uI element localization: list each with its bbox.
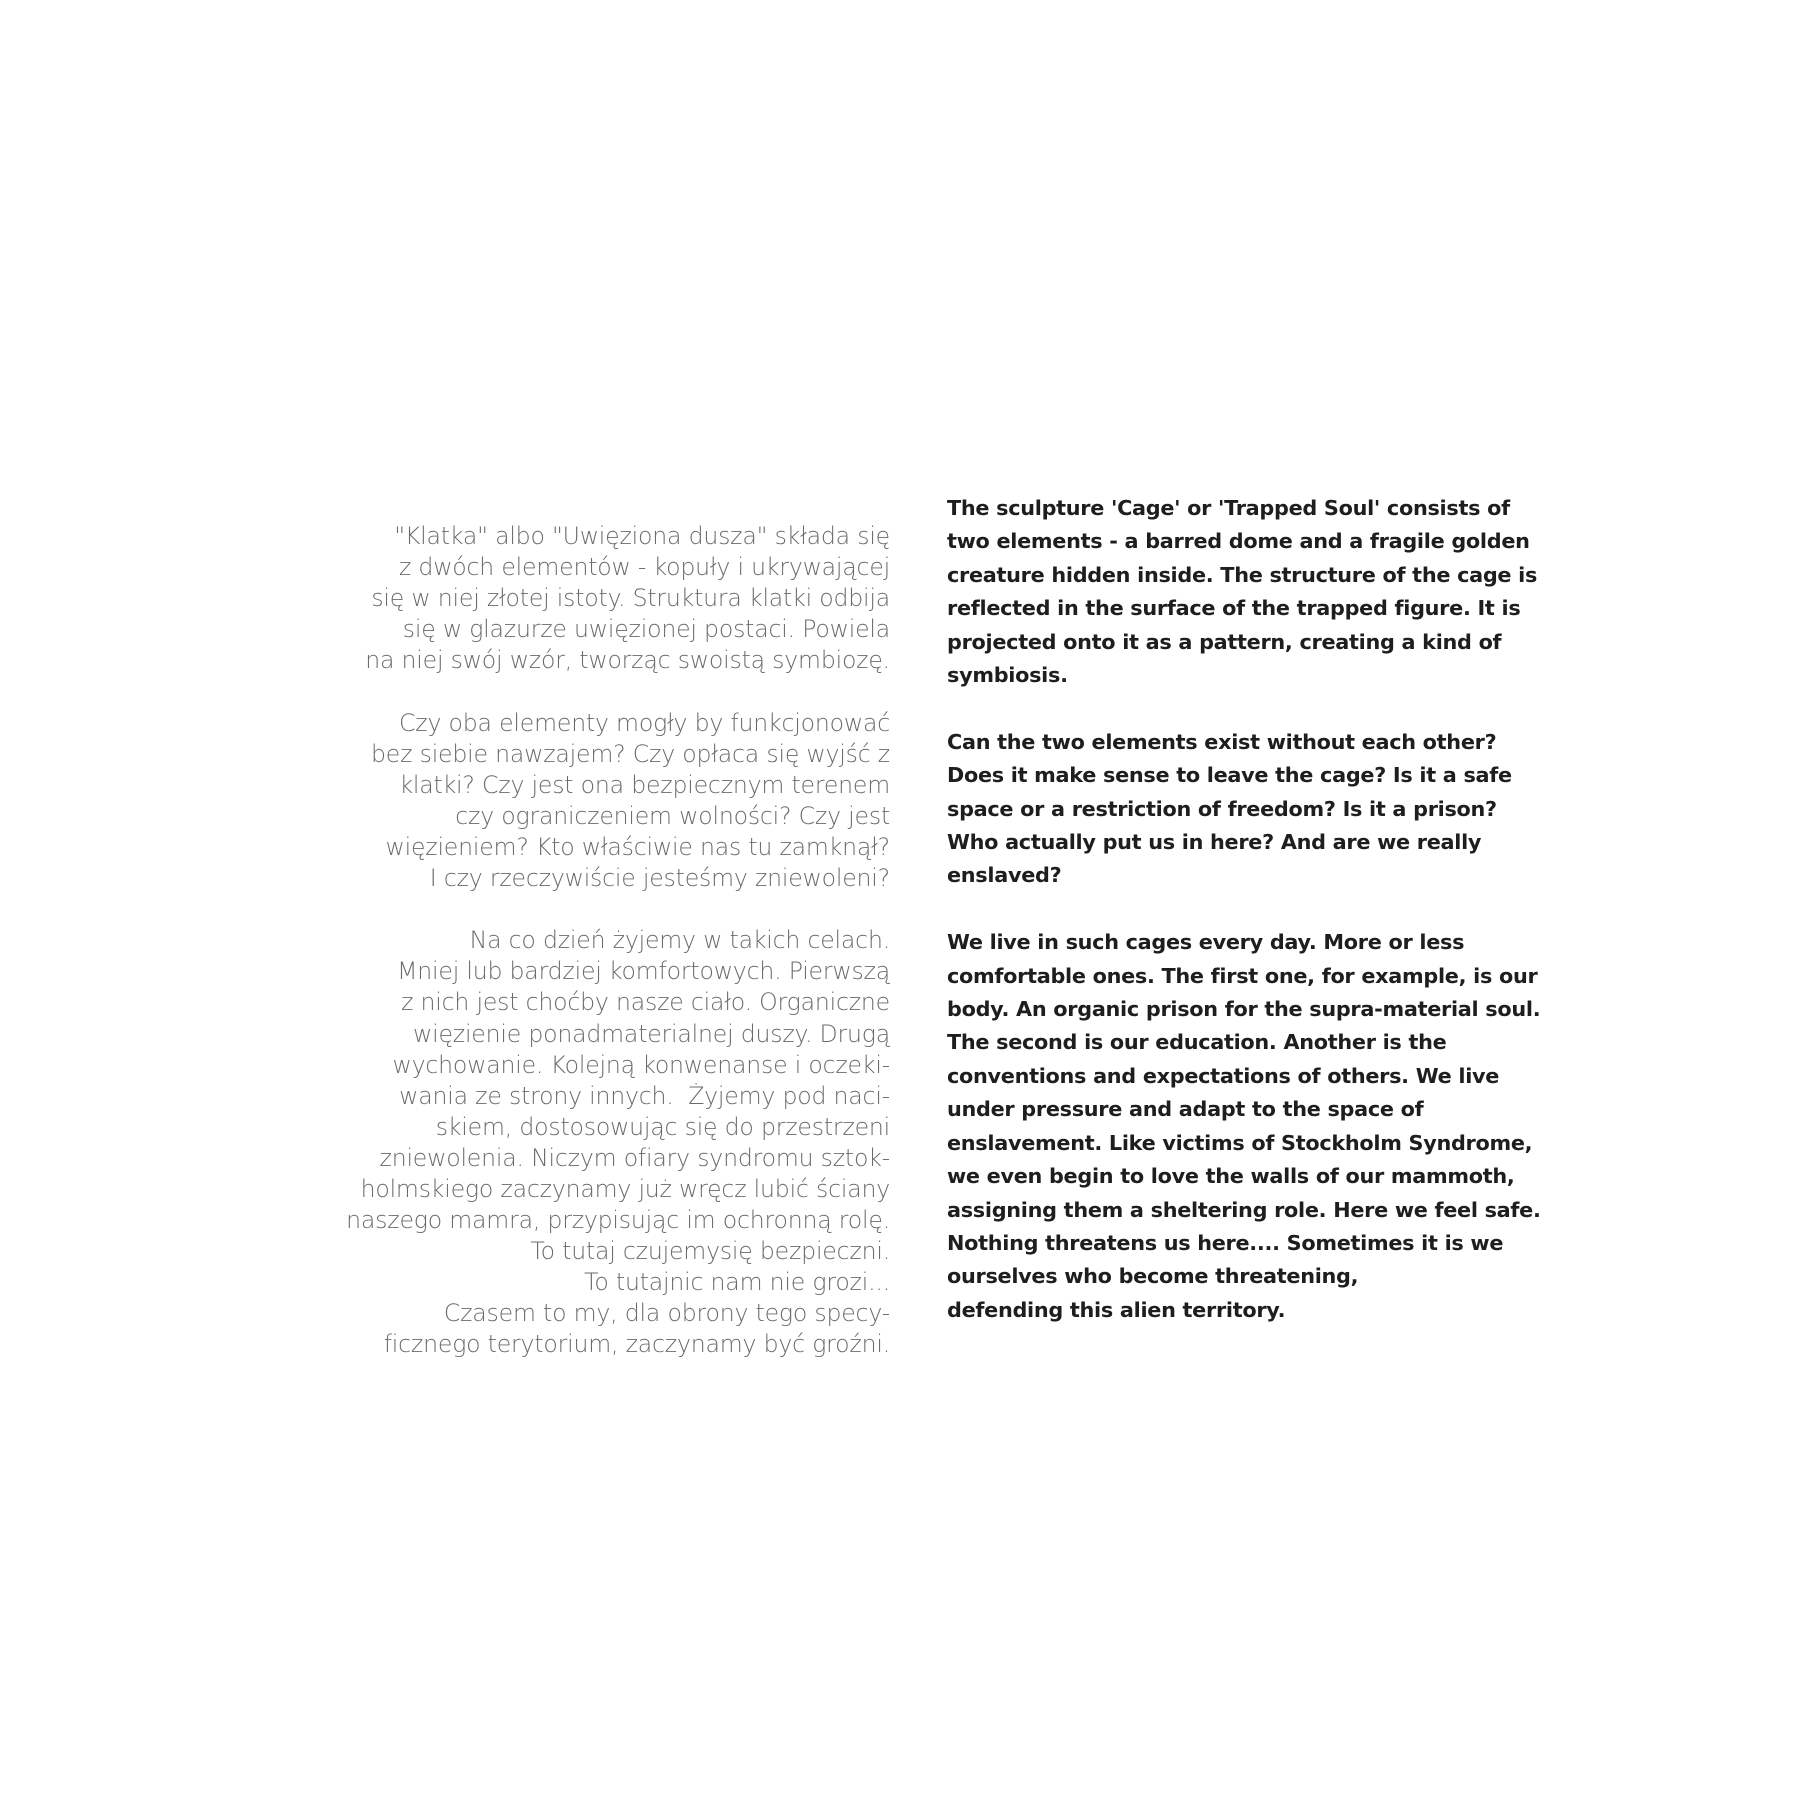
text-line: wania ze strony innych. Żyjemy pod naci-: [399, 1081, 890, 1110]
text-line: We live in such cages every day. More or less: [947, 930, 1465, 955]
english-paragraph: [947, 726, 1527, 893]
polish-paragraph: [300, 708, 890, 895]
text-line: bez siebie nawzajem? Czy opłaca się wyjść z: [371, 739, 890, 768]
text-line: Czasem to my, dla obrony tego specy-: [443, 1299, 890, 1328]
text-line: Czy oba elementy mogły by funkcjonować: [399, 708, 890, 737]
text-line: defending this alien territory.: [947, 1297, 1286, 1322]
text-line: Na co dzień żyjemy w takich celach.: [469, 926, 890, 955]
text-line: Who actually put us in here? And are we really: [947, 830, 1482, 855]
text-line: czy ograniczeniem wolności? Czy jest: [455, 801, 890, 830]
text-line: na niej swój wzór, tworząc swoistą symbiozę.: [365, 646, 890, 675]
text-line: The sculpture 'Cage' or 'Trapped Soul' consists of: [947, 496, 1510, 520]
text-line: The second is our education. Another is the: [947, 1030, 1447, 1055]
text-line: creature hidden inside. The structure of the cage is: [947, 562, 1538, 587]
text-line: Mniej lub bardziej komfortowych. Pierwszą: [397, 957, 890, 986]
english-text-column: [947, 492, 1541, 1327]
text-line: projected onto it as a pattern, creating a kind of: [947, 629, 1502, 654]
text-line: space or a restriction of freedom? Is it a prison?: [947, 796, 1497, 821]
polish-paragraph: [300, 521, 890, 676]
text-line: więzieniem? Kto właściwie nas tu zamknął?: [385, 832, 890, 861]
text-line: wychowanie. Kolejną konwenanse i oczeki-: [392, 1050, 890, 1079]
polish-paragraph: [300, 925, 890, 1360]
text-line: two elements - a barred dome and a fragile golden: [947, 529, 1530, 554]
text-line: Nothing threatens us here.... Sometimes it is we: [947, 1230, 1504, 1255]
text-line: body. An organic prison for the supra-material soul.: [947, 997, 1541, 1022]
text-line: z nich jest choćby nasze ciało. Organiczne: [401, 988, 890, 1017]
text-line: we even begin to love the walls of our mammoth,: [947, 1164, 1515, 1189]
text-line: Does it make sense to leave the cage? Is it a safe: [947, 763, 1512, 788]
text-line: naszego mamra, przypisując im ochronną rolę.: [346, 1206, 890, 1235]
text-line: holmskiego zaczynamy już wręcz lubić ściany: [360, 1174, 890, 1203]
text-line: comfortable ones. The first one, for example, is our: [947, 963, 1538, 988]
text-line: Can the two elements exist without each other?: [947, 729, 1497, 754]
text-line: To tutaj czujemysię bezpieczni.: [530, 1237, 890, 1266]
text-line: To tutajnic nam nie grozi...: [584, 1268, 890, 1297]
text-line: enslavement. Like victims of Stockholm Syndrome,: [947, 1130, 1533, 1155]
text-line: skiem, dostosowując się do przestrzeni: [435, 1112, 890, 1141]
text-line: "Klatka" albo "Uwięziona dusza" składa się: [394, 522, 890, 550]
text-line: zniewolenia. Niczym ofiary syndromu sztok-: [379, 1143, 890, 1172]
english-paragraph: [947, 492, 1538, 692]
text-line: ourselves who become threatening,: [947, 1264, 1359, 1289]
text-line: więzienie ponadmaterialnej duszy. Drugą: [413, 1019, 890, 1048]
english-paragraph: [947, 926, 1541, 1327]
text-line: assigning them a sheltering role. Here we feel safe.: [947, 1197, 1541, 1222]
text-line: się w glazurze uwięzionej postaci. Powiela: [402, 615, 890, 644]
text-line: I czy rzeczywiście jesteśmy zniewoleni?: [429, 864, 890, 893]
text-line: reflected in the surface of the trapped figure. It is: [947, 596, 1521, 621]
text-line: conventions and expectations of others. We live: [947, 1063, 1500, 1088]
text-line: under pressure and adapt to the space of: [947, 1097, 1424, 1122]
text-line: klatki? Czy jest ona bezpiecznym terenem: [399, 770, 890, 799]
polish-text-column: [300, 521, 890, 1361]
text-line: się w niej złotej istoty. Struktura klatki odbija: [371, 584, 890, 613]
text-line: ficznego terytorium, zaczynamy być groźni.: [383, 1330, 890, 1359]
text-line: symbiosis.: [947, 663, 1068, 688]
text-line: z dwóch elementów - kopuły i ukrywającej: [398, 553, 890, 582]
text-line: enslaved?: [947, 863, 1062, 888]
